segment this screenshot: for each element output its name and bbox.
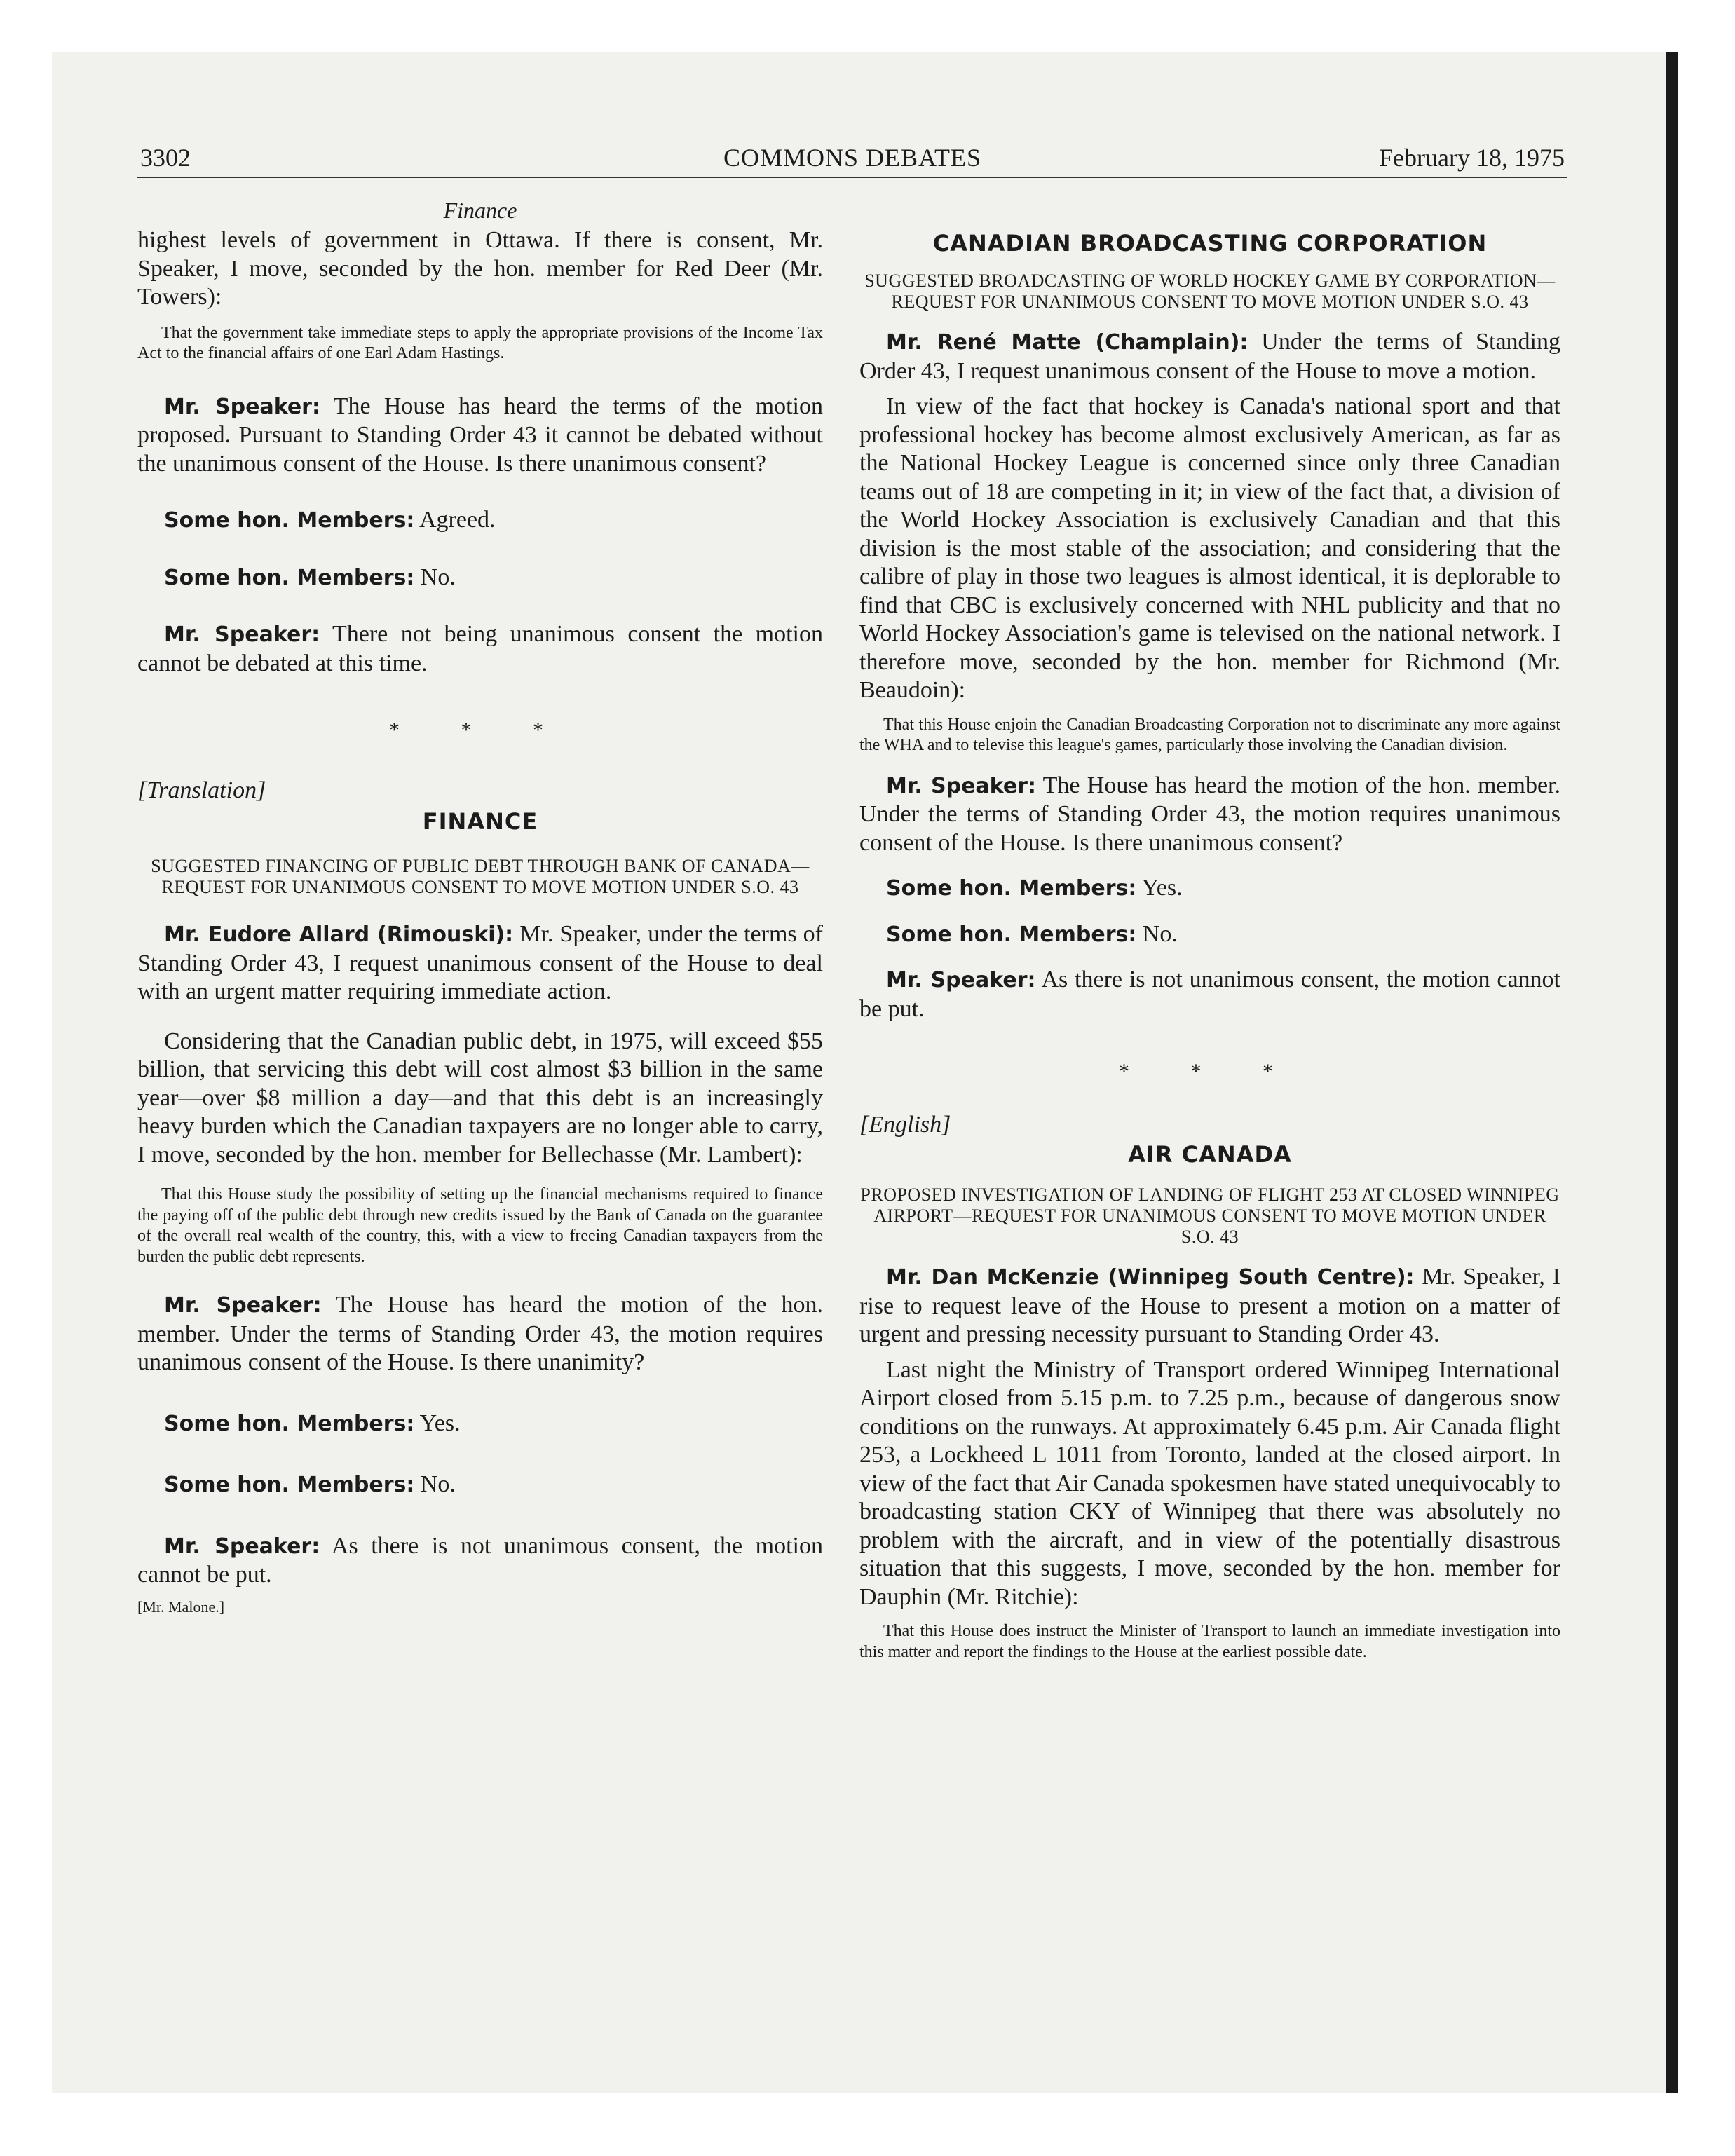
speech bbox=[137, 1410, 823, 1439]
speech-text: No. bbox=[414, 1471, 456, 1497]
language-tag: [English] bbox=[859, 1112, 951, 1138]
speaker-name: Some hon. Members: bbox=[164, 1411, 415, 1436]
motion-quote: That this House enjoin the Canadian Broadcasting Corporation not to discriminate any more against the WHA and to televise this league's games, particularly those involving the Canadian division. bbox=[859, 715, 1560, 754]
speech-text: Yes. bbox=[414, 1410, 461, 1436]
section-subtitle: SUGGESTED FINANCING OF PUBLIC DEBT THROUGH BANK OF CANADA—REQUEST FOR UNANIMOUS CONSENT TO MOVE MOTION UNDER S.O. 43 bbox=[151, 856, 810, 897]
speech-text: Under the terms of Standing Order 43, I request unanimous consent of the House to move a motion. bbox=[859, 329, 1560, 384]
page-date: February 18, 1975 bbox=[1379, 144, 1565, 172]
speech-text: The House has heard the motion of the hon. member. Under the terms of Standing Order 43, the motion requires unanimous consent of the House. Is there unanimous consent? bbox=[859, 772, 1560, 856]
motion-quote: That this House does instruct the Minister of Transport to launch an immediate investigation into this matter and report the findings to the House at the earliest possible date. bbox=[859, 1622, 1560, 1661]
speaker-name: Mr. Speaker: bbox=[164, 1293, 322, 1318]
paragraph: Last night the Ministry of Transport ordered Winnipeg International Airport closed from 5.15 p.m. to 7.25 p.m., because of dangerous snow conditions on the runways. At approximately 6.45 p.m. Air Canada flight 253, a Lockheed L 1011 from Toronto, landed at the closed airport. In view of the fact that Air Canada spokesmen have stated unequivocably to broadcasting station CKY of Winnipeg that there was absolutely no problem with the aircraft, and in view of the potentially disastrous situation that this suggests, I move, seconded by the hon. member for Dauphin (Mr. Ritchie): bbox=[859, 1356, 1560, 1610]
speaker-name: Some hon. Members: bbox=[164, 565, 415, 590]
speech-text: Yes. bbox=[1136, 875, 1183, 901]
speech bbox=[859, 874, 1560, 903]
speaker-name: Some hon. Members: bbox=[886, 922, 1137, 947]
speaker-name: Mr. Eudore Allard (Rimouski): bbox=[164, 922, 514, 947]
speech bbox=[137, 1532, 823, 1590]
translation-tag: [Translation] bbox=[137, 777, 266, 803]
section-subtitle: SUGGESTED BROADCASTING OF WORLD HOCKEY GAME BY CORPORATION—REQUEST FOR UNANIMOUS CONSENT TO MOVE MOTION UNDER S.O. 43 bbox=[864, 271, 1556, 312]
speech-text: The House has heard the terms of the motion proposed. Pursuant to Standing Order 43 it cannot be debated without the unanimous consent of the House. Is there unanimous consent? bbox=[137, 393, 823, 477]
speaker-name: Mr. Dan McKenzie (Winnipeg South Centre): bbox=[886, 1265, 1415, 1290]
section-title: FINANCE bbox=[422, 808, 538, 835]
speaker-name: Some hon. Members: bbox=[886, 876, 1137, 901]
speaker-name: Mr. Speaker: bbox=[886, 968, 1036, 992]
paragraph: highest levels of government in Ottawa. If there is consent, Mr. Speaker, I move, seconded by the hon. member for Red Deer (Mr. Towers): bbox=[137, 227, 823, 310]
speech bbox=[859, 772, 1560, 858]
motion-quote: That the government take immediate steps to apply the appropriate provisions of the Income Tax Act to the financial affairs of one Earl Adam Hastings. bbox=[137, 323, 823, 362]
section-subtitle: PROPOSED INVESTIGATION OF LANDING OF FLIGHT 253 AT CLOSED WINNIPEG AIRPORT—REQUEST FOR UNANIMOUS CONSENT TO MOVE MOTION UNDER S.O. 43 bbox=[860, 1185, 1560, 1247]
speech bbox=[137, 393, 823, 479]
speech bbox=[859, 966, 1560, 1023]
speech-text: Agreed. bbox=[414, 507, 496, 533]
speaker-name: Some hon. Members: bbox=[164, 508, 415, 533]
speech bbox=[859, 328, 1560, 386]
speaker-footer-note: [Mr. Malone.] bbox=[137, 1597, 225, 1616]
publication-title: COMMONS DEBATES bbox=[723, 144, 982, 172]
speaker-name: Mr. René Matte (Champlain): bbox=[886, 330, 1248, 355]
speech-text: No. bbox=[1136, 920, 1178, 947]
speech-text: As there is not unanimous consent, the motion cannot be put. bbox=[137, 1532, 823, 1588]
speech bbox=[137, 1471, 823, 1500]
speech bbox=[137, 1291, 823, 1377]
speech-text: Mr. Speaker, under the terms of Standing Order 43, I request unanimous consent of the House to deal with an urgent matter requiring immediate action. bbox=[137, 921, 823, 1004]
speaker-name: Mr. Speaker: bbox=[164, 394, 320, 419]
speaker-name: Mr. Speaker: bbox=[164, 622, 320, 647]
speaker-name: Mr. Speaker: bbox=[164, 1534, 320, 1559]
running-head: Finance bbox=[443, 198, 517, 223]
speech bbox=[859, 1263, 1560, 1349]
motion-quote: That this House study the possibility of setting up the financial mechanisms required to finance the paying off of the public debt through new credits issued by the Bank of Canada on the guarantee of the overall real wealth of the country, this, with a view to freeing Canadian taxpayers from the burden the public debt represents. bbox=[137, 1185, 823, 1266]
left-column bbox=[137, 184, 823, 1616]
right-column bbox=[859, 184, 1560, 1663]
speech bbox=[859, 920, 1560, 950]
page-number: 3302 bbox=[140, 144, 191, 172]
speech-text: Mr. Speaker, I rise to request leave of the House to present a motion on a matter of urgent and pressing necessity pursuant to Standing Order 43. bbox=[859, 1264, 1560, 1347]
speaker-name: Some hon. Members: bbox=[164, 1473, 415, 1497]
page-header bbox=[137, 140, 1567, 178]
speech-text: The House has heard the motion of the hon. member. Under the terms of Standing Order 43, the motion requires unanimous consent of the House. Is there unanimity? bbox=[137, 1292, 824, 1375]
speech-text: There not being unanimous consent the motion cannot be debated at this time. bbox=[137, 621, 823, 676]
section-separator: * * * bbox=[389, 718, 571, 742]
speech bbox=[137, 506, 823, 535]
section-title: AIR CANADA bbox=[1128, 1141, 1292, 1168]
speech bbox=[137, 620, 823, 678]
section-title: CANADIAN BROADCASTING CORPORATION bbox=[932, 230, 1488, 257]
speech-text: No. bbox=[414, 564, 456, 590]
speech-text: As there is not unanimous consent, the motion cannot be put. bbox=[859, 967, 1561, 1022]
speaker-name: Mr. Speaker: bbox=[886, 773, 1036, 798]
speech bbox=[137, 564, 823, 593]
scan-edge bbox=[1666, 52, 1678, 2093]
section-separator: * * * bbox=[1119, 1060, 1301, 1083]
speech bbox=[137, 920, 823, 1007]
paragraph: In view of the fact that hockey is Canada's national sport and that professional hockey has become almost exclusively American, as far as the National Hockey League is concerned since only three Canadian teams out of 18 are competing in it; in view of the fact that, a division of the World Hockey Association is exclusively Canadian and that this division is the most stable of the association; and considering that the calibre of play in those two leagues is almost identical, it is deplorable to find that CBC is exclusively concerned with NHL publicity and that no World Hockey Association's game is televised on the national network. I therefore move, seconded by the hon. member for Richmond (Mr. Beaudoin): bbox=[859, 393, 1560, 703]
paragraph: Considering that the Canadian public debt, in 1975, will exceed $55 billion, that servicing this debt will cost almost $3 billion in the same year—over $8 million a day—and that this debt is an increasingly heavy burden which the Canadian taxpayers are no longer able to carry, I move, seconded by the hon. member for Bellechasse (Mr. Lambert): bbox=[137, 1028, 823, 1168]
